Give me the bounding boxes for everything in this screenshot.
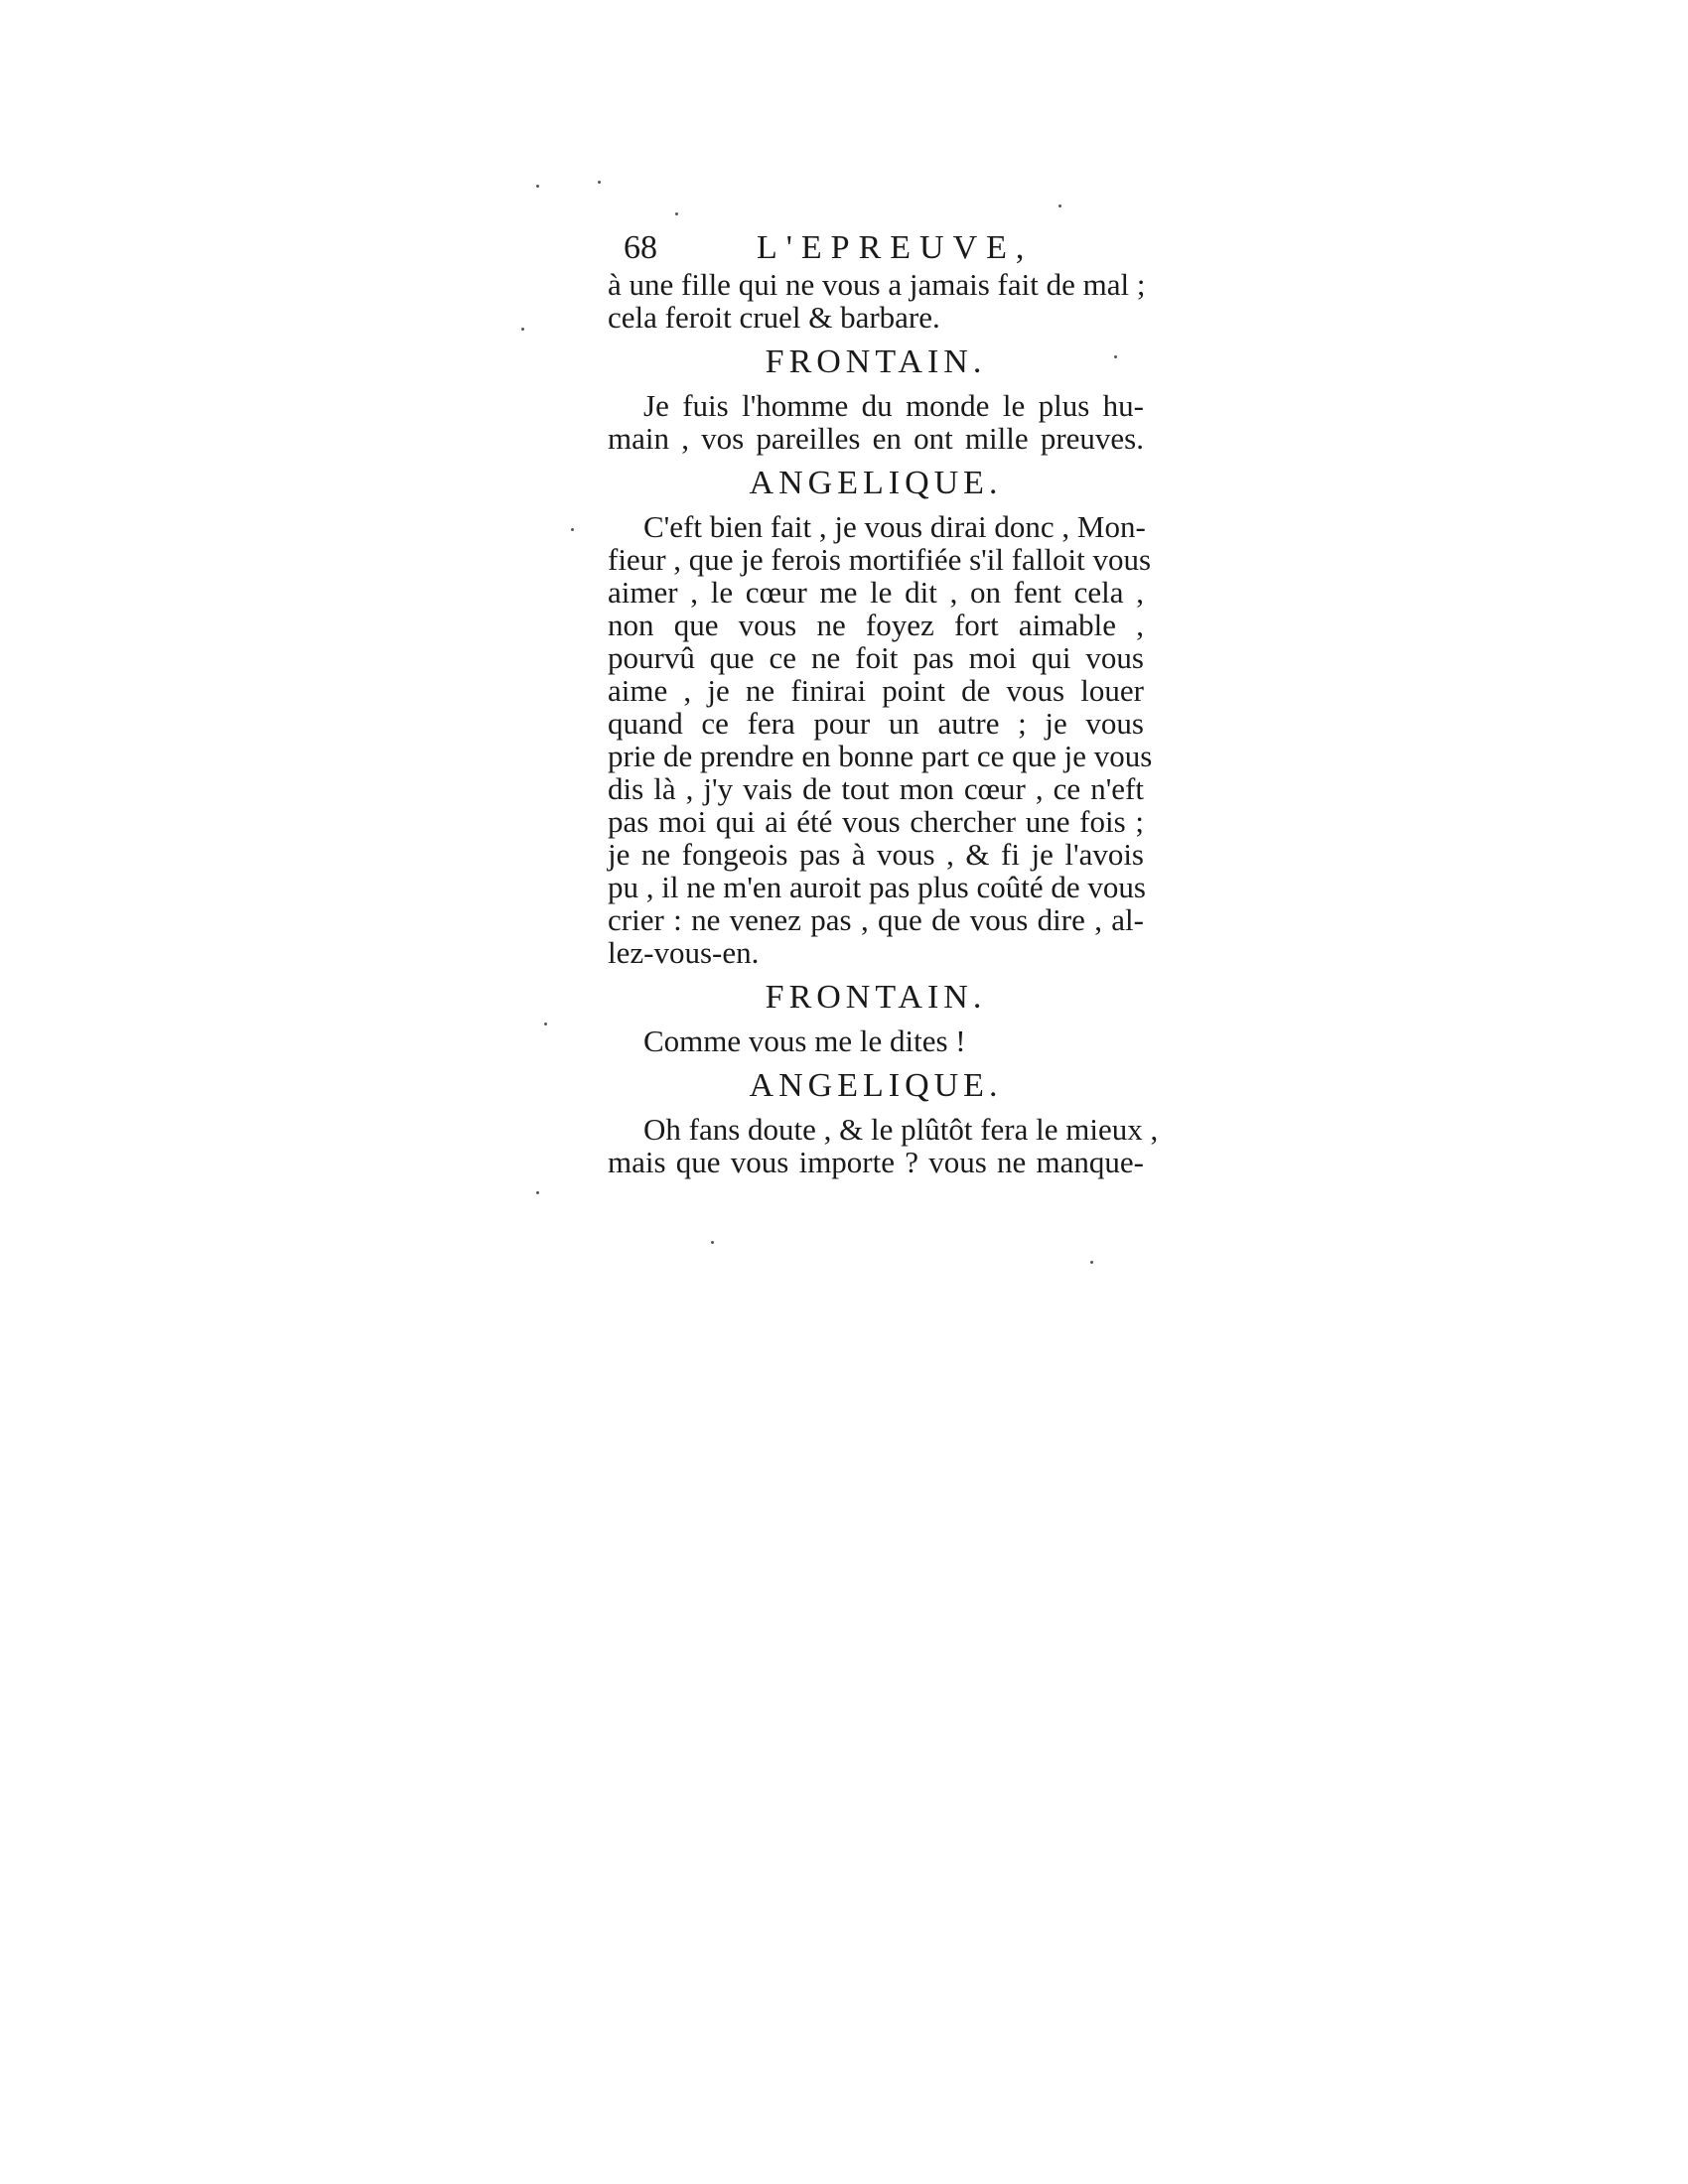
scan-speck	[544, 1023, 547, 1025]
running-title: L'EPREUVE,	[757, 229, 1034, 266]
speech-paragraph	[608, 389, 1144, 455]
scan-speck	[521, 328, 524, 331]
scan-speck	[536, 185, 539, 188]
speech-line: mais que vous importe ? vous ne manque-	[608, 1145, 1144, 1179]
scan-speck	[675, 212, 678, 215]
speech-line: non que vous ne foyez fort aimable ,	[608, 608, 1144, 642]
scan-speck	[598, 181, 601, 184]
speech-line: aime , je ne finirai point de vous louer	[608, 673, 1144, 708]
speech-line: dis là , j'y vais de tout mon cœur , ce n'eft	[608, 771, 1144, 806]
speaker-name: ANGELIQUE.	[749, 465, 1003, 501]
speaker-name: ANGELIQUE.	[749, 1067, 1003, 1104]
speech-line: pas moi qui ai été vous chercher une fois ;	[608, 804, 1144, 839]
speaker-name: FRONTAIN.	[765, 343, 987, 380]
speech-paragraph	[608, 509, 1153, 970]
speech-line: fieur , que je ferois mortifiée s'il falloit vous	[608, 542, 1152, 577]
speech-line: Je fuis l'homme du monde le plus hu-	[643, 388, 1144, 423]
scan-speck	[1090, 1261, 1093, 1264]
page-number: 68	[624, 229, 657, 266]
scan-speck	[571, 528, 574, 531]
speech-line: Oh fans doute , & le plûtôt fera le mieux ,	[643, 1112, 1159, 1147]
speech-line: main , vos pareilles en ont mille preuves.	[608, 421, 1144, 456]
speaker-name: FRONTAIN.	[765, 979, 987, 1016]
speech-line: lez-vous-en.	[608, 935, 760, 970]
page-text	[608, 228, 1159, 1179]
scan-speck	[536, 1191, 539, 1194]
speech-paragraph	[608, 1112, 1159, 1179]
speech-line: quand ce fera pour un autre ; je vous	[608, 706, 1144, 741]
scan-speck	[1114, 355, 1117, 358]
page-header	[608, 228, 1144, 268]
scan-speck	[1058, 205, 1061, 207]
speech-line: pourvû que ce ne foit pas moi qui vous	[608, 640, 1144, 675]
speech-line: aimer , le cœur me le dit , on fent cela ,	[608, 575, 1144, 610]
intro-line: à une fille qui ne vous a jamais fait de mal ;	[608, 267, 1146, 302]
intro-line: cela feroit cruel & barbare.	[608, 300, 940, 335]
speech-line: Comme vous me le dites !	[643, 1024, 966, 1058]
speech-line: prie de prendre en bonne part ce que je vous	[608, 739, 1153, 773]
speech-line: crier : ne venez pas , que de vous dire , al-	[608, 902, 1144, 937]
speech-paragraph	[608, 1024, 1144, 1057]
speech-line: C'eft bien fait , je vous dirai donc , Mon-	[643, 509, 1146, 544]
scan-speck	[711, 1241, 714, 1244]
speech-line: je ne fongeois pas à vous , & fi je l'avois	[608, 837, 1144, 872]
speech-line: pu , il ne m'en auroit pas plus coûté de vous	[608, 870, 1146, 904]
